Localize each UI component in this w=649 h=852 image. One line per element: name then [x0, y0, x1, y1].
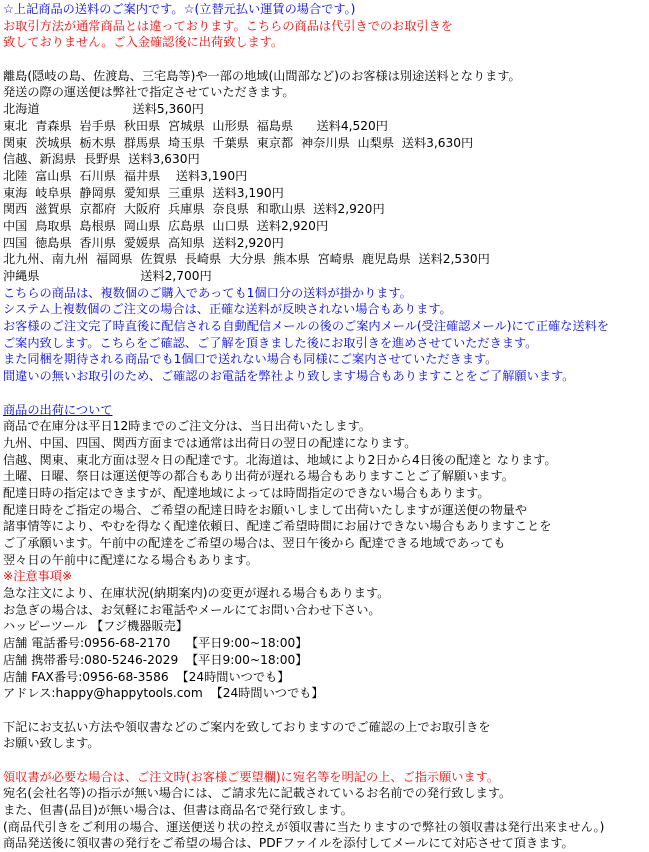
rate-row: 沖縄県 送料2,700円 — [3, 269, 212, 283]
shipping-intro: 発送の際の運送便は弊社で指定させていただきます。 — [3, 85, 295, 100]
shipment-section — [3, 402, 649, 569]
shipping-intro: 離島(隠岐の島、佐渡島、三宅島等)や一部の地域(山間部など)のお客様は別途送料となります。 — [3, 68, 521, 83]
rate-row: 北海道 送料5,360円 — [3, 102, 204, 117]
notice-line: お取引方法が通常商品とは違っております。こちらの商品は代引きでのお取引きを — [3, 18, 453, 33]
spacer — [3, 51, 649, 68]
rate-row: 東海 岐阜県 静岡県 愛知県 三重県 送料3,190円 — [3, 185, 284, 200]
caution-line: 急な注文により、在庫状況(納期案内)の変更が遅れる場合もあります。 — [3, 586, 390, 601]
receipt-line: また、但書(品目)が無い場合は、但書は商品名で発行致します。 — [3, 803, 353, 817]
spacer — [3, 702, 649, 719]
notice-section — [3, 1, 649, 51]
rate-row: 中国 鳥取県 島根県 岡山県 広島県 山口県 送料2,920円 — [3, 218, 329, 233]
shipment-line: 土曜、日曜、祭日は運送便等の都合もあり出荷が遅れる場合もありますことご了解願います。 — [3, 469, 514, 484]
store-mobile: 店舗 携帯番号:080-5246-2029 【平日9:00~18:00】 — [3, 652, 308, 667]
receipt-line: 領収書が必要な場合は、ご注文時(お客様ご要望欄)に宛名等を明記の上、ご指示願います。 — [3, 769, 500, 784]
receipt-line: 商品発送後に領収書の発行をご希望の場合は、PDFファイルを添付してメールにて対応させて頂きます。 — [3, 836, 574, 851]
shipping-note: システム上複数個のご注文の場合は、正確な送料が反映されない場合もあります。 — [3, 302, 452, 317]
payment-line: お願い致します。 — [3, 736, 100, 751]
shipping-note: また同梱を期待される商品でも1個口で送れない場合も同様にご案内させていただきます。 — [3, 352, 498, 367]
receipt-section — [3, 769, 649, 852]
shipment-line: 配達日時の指定はできますが、配達地域によっては時間指定のできない場合もあります。 — [3, 485, 490, 500]
payment-section — [3, 719, 649, 752]
shipment-line: 配達日時をご指定の場合、ご希望の配達日時をお願いしまして出荷いたしますが運送便の物量や — [3, 502, 528, 517]
receipt-line: (商品代引きをご利用の場合、運送便送り状の控えが領収書に当たりますので弊社の領収書は発行出来ません。) — [3, 819, 605, 834]
caution-section — [3, 568, 649, 618]
rate-row: 東北 青森県 岩手県 秋田県 宮城県 山形県 福島県 送料4,520円 — [3, 118, 388, 133]
rate-row: 関東 茨城県 栃木県 群馬県 埼玉県 千葉県 東京都 神奈川県 山梨県 送料3,630円 — [3, 135, 474, 150]
store-name: ハッピーツール 【フジ機器販売】 — [3, 619, 188, 634]
notice-line: ☆上記商品の送料のご案内です。☆(立替元払い運賃の場合です。) — [3, 2, 356, 16]
shipment-heading: 商品の出荷について — [3, 402, 113, 417]
rate-row: 四国 徳島県 香川県 愛媛県 高知県 送料2,920円 — [3, 235, 284, 250]
shipping-note: ご案内致します。こちらをご確認、ご了解を頂きました後にお取引きを進めさせていただきます。 — [3, 335, 538, 350]
rate-row: 関西 滋賀県 京都府 大阪府 兵庫県 奈良県 和歌山県 送料2,920円 — [3, 202, 385, 217]
spacer — [3, 385, 649, 402]
caution-line: お急ぎの場合は、お気軽にお電話やメールにてお問い合わせ下さい。 — [3, 602, 381, 617]
rate-row: 信越、新潟県 長野県 送料3,630円 — [3, 152, 200, 167]
shipping-note: こちらの商品は、複数個のご購入であっても1個口分の送料が掛かります。 — [3, 285, 412, 300]
store-email: アドレス:happy@happytools.com 【24時間いつでも】 — [3, 686, 324, 701]
shipment-line: 諸事情等により、やむを得なく配達依頼日、配達ご希望時間にお届けできない場合もありますことを — [3, 519, 552, 534]
store-fax: 店舗 FAX番号:0956-68-3586 【24時間いつでも】 — [3, 669, 290, 684]
shipment-line: 信越、関東、東北方面は翌々日の配達です。北海道は、地域により2日から4日後の配達と なります。 — [3, 452, 557, 467]
store-phone: 店舗 電話番号:0956-68-2170 【平日9:00~18:00】 — [3, 636, 308, 651]
shipping-section — [3, 68, 649, 385]
rate-row: 北九州、南九州 福岡県 佐賀県 長崎県 大分県 熊本県 宮崎県 鹿児島県 送料2,530円 — [3, 252, 490, 267]
shipment-line: 九州、中国、四国、関西方面までは通常は出荷日の翌日の配達になります。 — [3, 435, 417, 450]
shipment-line: ご了承願います。午前中の配達をご希望の場合は、翌日午後から 配達できる地域であっても — [3, 536, 506, 550]
store-contact — [3, 618, 649, 701]
shipping-note: お客様のご注文完了時直後に配信される自動配信メールの後のご案内メール(受注確認メール)にて正確な送料を — [3, 319, 609, 334]
shipment-line: 翌々日の午前中に配達になる場合もあります。 — [3, 552, 258, 567]
rate-row: 北陸 富山県 石川県 福井県 送料3,190円 — [3, 168, 248, 183]
receipt-line: 宛名(会社名等)の指示が無い場合には、ご請求先に記載されているお名前での発行致します。 — [3, 786, 512, 801]
caution-heading: ※注意事項※ — [3, 569, 73, 584]
shipping-note: 間違いの無いお取引のため、ご確認のお電話を弊社より致します場合もありますことをご了解願います。 — [3, 369, 575, 384]
notice-line: 致しておりません。ご入金確認後に出荷致します。 — [3, 35, 284, 50]
shipment-line: 商品で在庫分は平日12時までのご注文分は、当日出荷いたします。 — [3, 419, 371, 434]
payment-line: 下記にお支払い方法や領収書などのご案内を致しておりますのでご確認の上でお取引きを — [3, 719, 491, 734]
spacer — [3, 752, 649, 769]
